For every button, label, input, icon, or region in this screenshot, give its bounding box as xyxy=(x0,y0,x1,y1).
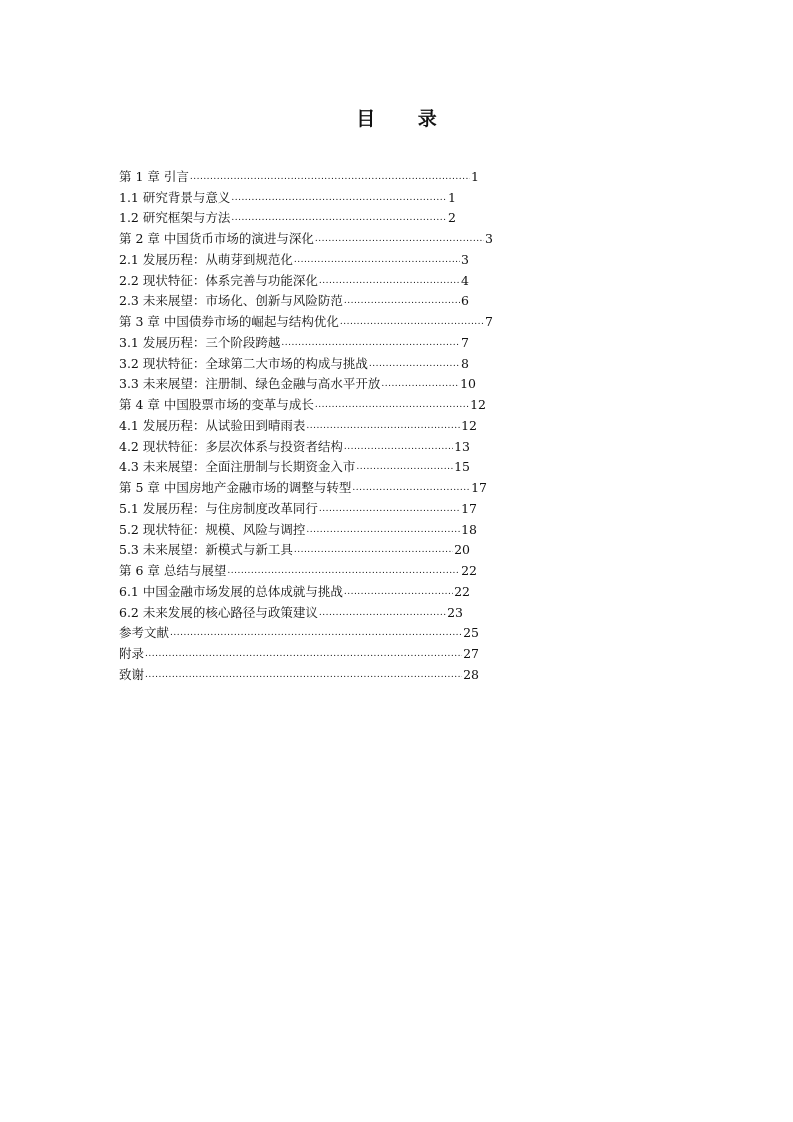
toc-entry-page-number: 3 xyxy=(485,231,493,246)
toc-entry[interactable] xyxy=(119,308,493,329)
toc-entry[interactable] xyxy=(119,433,470,454)
dot-leader xyxy=(145,648,462,661)
toc-entry-label: 6.1 中国金融市场发展的总体成就与挑战 xyxy=(119,583,343,599)
toc-entry-label: 3.1 发展历程：三个阶段跨越 xyxy=(119,334,281,350)
toc-entry[interactable] xyxy=(119,620,479,641)
dot-leader xyxy=(319,503,460,516)
toc-entry[interactable] xyxy=(119,578,470,599)
page-title: 目 录 xyxy=(356,108,455,130)
toc-entry-label: 第 2 章 中国货币市场的演进与深化 xyxy=(119,231,314,246)
toc-entry[interactable] xyxy=(119,288,469,309)
toc-entry-label: 1.2 研究框架与方法 xyxy=(119,210,231,226)
toc-entry-label: 4.2 现状特征：多层次体系与投资者结构 xyxy=(119,438,343,454)
toc-entry[interactable] xyxy=(119,391,486,412)
dot-leader xyxy=(294,544,453,557)
toc-entry-page-number: 20 xyxy=(454,542,470,558)
toc-entry[interactable] xyxy=(119,557,477,578)
toc-entry-label: 4.3 未来展望：全面注册制与长期资金入市 xyxy=(119,459,356,475)
toc-entry[interactable] xyxy=(119,661,479,682)
dot-leader xyxy=(344,295,460,308)
dot-leader xyxy=(231,212,447,225)
toc-entry-label: 第 4 章 中国股票市场的变革与成长 xyxy=(119,397,314,412)
toc-entry-label: 5.3 未来展望：新模式与新工具 xyxy=(119,542,293,558)
toc-entry-label: 第 1 章 引言 xyxy=(119,168,189,184)
toc-entry[interactable] xyxy=(119,163,479,184)
dot-leader xyxy=(381,378,459,391)
toc-entry-page-number: 17 xyxy=(471,480,487,495)
toc-entry-page-number: 12 xyxy=(470,397,486,412)
toc-entry-label: 2.2 现状特征：体系完善与功能深化 xyxy=(119,272,318,288)
dot-leader xyxy=(344,441,453,454)
toc-entry-label: 5.2 现状特征：规模、风险与调控 xyxy=(119,521,306,537)
toc-entry-label: 参考文献 xyxy=(119,625,170,641)
toc-entry-page-number: 28 xyxy=(463,666,479,682)
dot-leader xyxy=(369,358,460,371)
toc-entry[interactable] xyxy=(119,350,469,371)
toc-entry-page-number: 8 xyxy=(461,355,469,371)
toc-entry-page-number: 13 xyxy=(454,438,470,454)
dot-leader xyxy=(352,482,470,495)
toc-entry-label: 2.1 发展历程：从萌芽到规范化 xyxy=(119,251,293,267)
dot-leader xyxy=(306,420,460,433)
dot-leader xyxy=(315,399,469,412)
toc-entry[interactable] xyxy=(119,495,477,516)
toc-entry[interactable] xyxy=(119,184,456,205)
toc-entry-page-number: 22 xyxy=(454,583,470,599)
toc-entry[interactable] xyxy=(119,371,476,392)
toc-entry-label: 3.2 现状特征：全球第二大市场的构成与挑战 xyxy=(119,355,368,371)
dot-leader xyxy=(231,192,447,205)
dot-leader xyxy=(319,607,446,620)
toc-entry-page-number: 25 xyxy=(463,625,479,641)
toc-entry-label: 附录 xyxy=(119,646,145,661)
toc-entry-label: 第 6 章 总结与展望 xyxy=(119,563,227,578)
toc-entry-page-number: 1 xyxy=(471,168,479,184)
toc-entry-page-number: 17 xyxy=(461,500,477,516)
toc-entry-label: 第 3 章 中国债券市场的崛起与结构优化 xyxy=(119,314,339,329)
toc-entry[interactable] xyxy=(119,267,469,288)
toc-entry-page-number: 15 xyxy=(454,459,470,475)
dot-leader xyxy=(281,337,460,350)
toc-entry[interactable] xyxy=(119,537,470,558)
dot-leader xyxy=(227,565,460,578)
toc-entry-label: 第 5 章 中国房地产金融市场的调整与转型 xyxy=(119,480,352,495)
toc-entry-page-number: 22 xyxy=(461,563,477,578)
toc-entry-label: 1.1 研究背景与意义 xyxy=(119,189,231,205)
toc-entry[interactable] xyxy=(119,329,469,350)
dot-leader xyxy=(315,233,484,246)
dot-leader xyxy=(319,275,460,288)
toc-entry-page-number: 3 xyxy=(461,251,469,267)
dot-leader xyxy=(145,669,462,682)
toc-entry-label: 6.2 未来发展的核心路径与政策建议 xyxy=(119,604,318,620)
dot-leader xyxy=(170,627,462,640)
toc-entry-label: 3.3 未来展望：注册制、绿色金融与高水平开放 xyxy=(119,376,381,392)
toc-entry-page-number: 12 xyxy=(461,417,477,433)
dot-leader xyxy=(294,254,460,267)
toc-entry-label: 致谢 xyxy=(119,666,145,682)
toc-entry-page-number: 10 xyxy=(460,376,476,392)
toc-entry-page-number: 18 xyxy=(461,521,477,537)
toc-entry-page-number: 23 xyxy=(447,604,463,620)
dot-leader xyxy=(190,171,470,184)
toc-entry-label: 2.3 未来展望：市场化、创新与风险防范 xyxy=(119,293,343,309)
toc-entry[interactable] xyxy=(119,205,456,226)
toc-entry-page-number: 27 xyxy=(463,646,479,661)
dot-leader xyxy=(356,461,453,474)
dot-leader xyxy=(306,524,460,537)
dot-leader xyxy=(340,316,484,329)
toc-entry-page-number: 4 xyxy=(461,272,469,288)
toc-entry[interactable] xyxy=(119,225,493,246)
toc-entry-page-number: 7 xyxy=(461,334,469,350)
toc-entry-page-number: 7 xyxy=(485,314,493,329)
dot-leader xyxy=(344,586,453,599)
toc-entry[interactable] xyxy=(119,246,469,267)
toc-entry-page-number: 1 xyxy=(448,189,456,205)
toc-entry[interactable] xyxy=(119,599,463,620)
toc-entry-page-number: 6 xyxy=(461,293,469,309)
toc-entry[interactable] xyxy=(119,516,477,537)
toc-entry[interactable] xyxy=(119,454,470,475)
toc-entry[interactable] xyxy=(119,412,477,433)
toc-entry[interactable] xyxy=(119,640,479,661)
toc-entry-label: 5.1 发展历程：与住房制度改革同行 xyxy=(119,500,318,516)
toc-entry[interactable] xyxy=(119,474,487,495)
toc-entry-page-number: 2 xyxy=(448,210,456,226)
table-of-contents xyxy=(119,163,493,682)
toc-entry-label: 4.1 发展历程：从试验田到晴雨表 xyxy=(119,417,306,433)
